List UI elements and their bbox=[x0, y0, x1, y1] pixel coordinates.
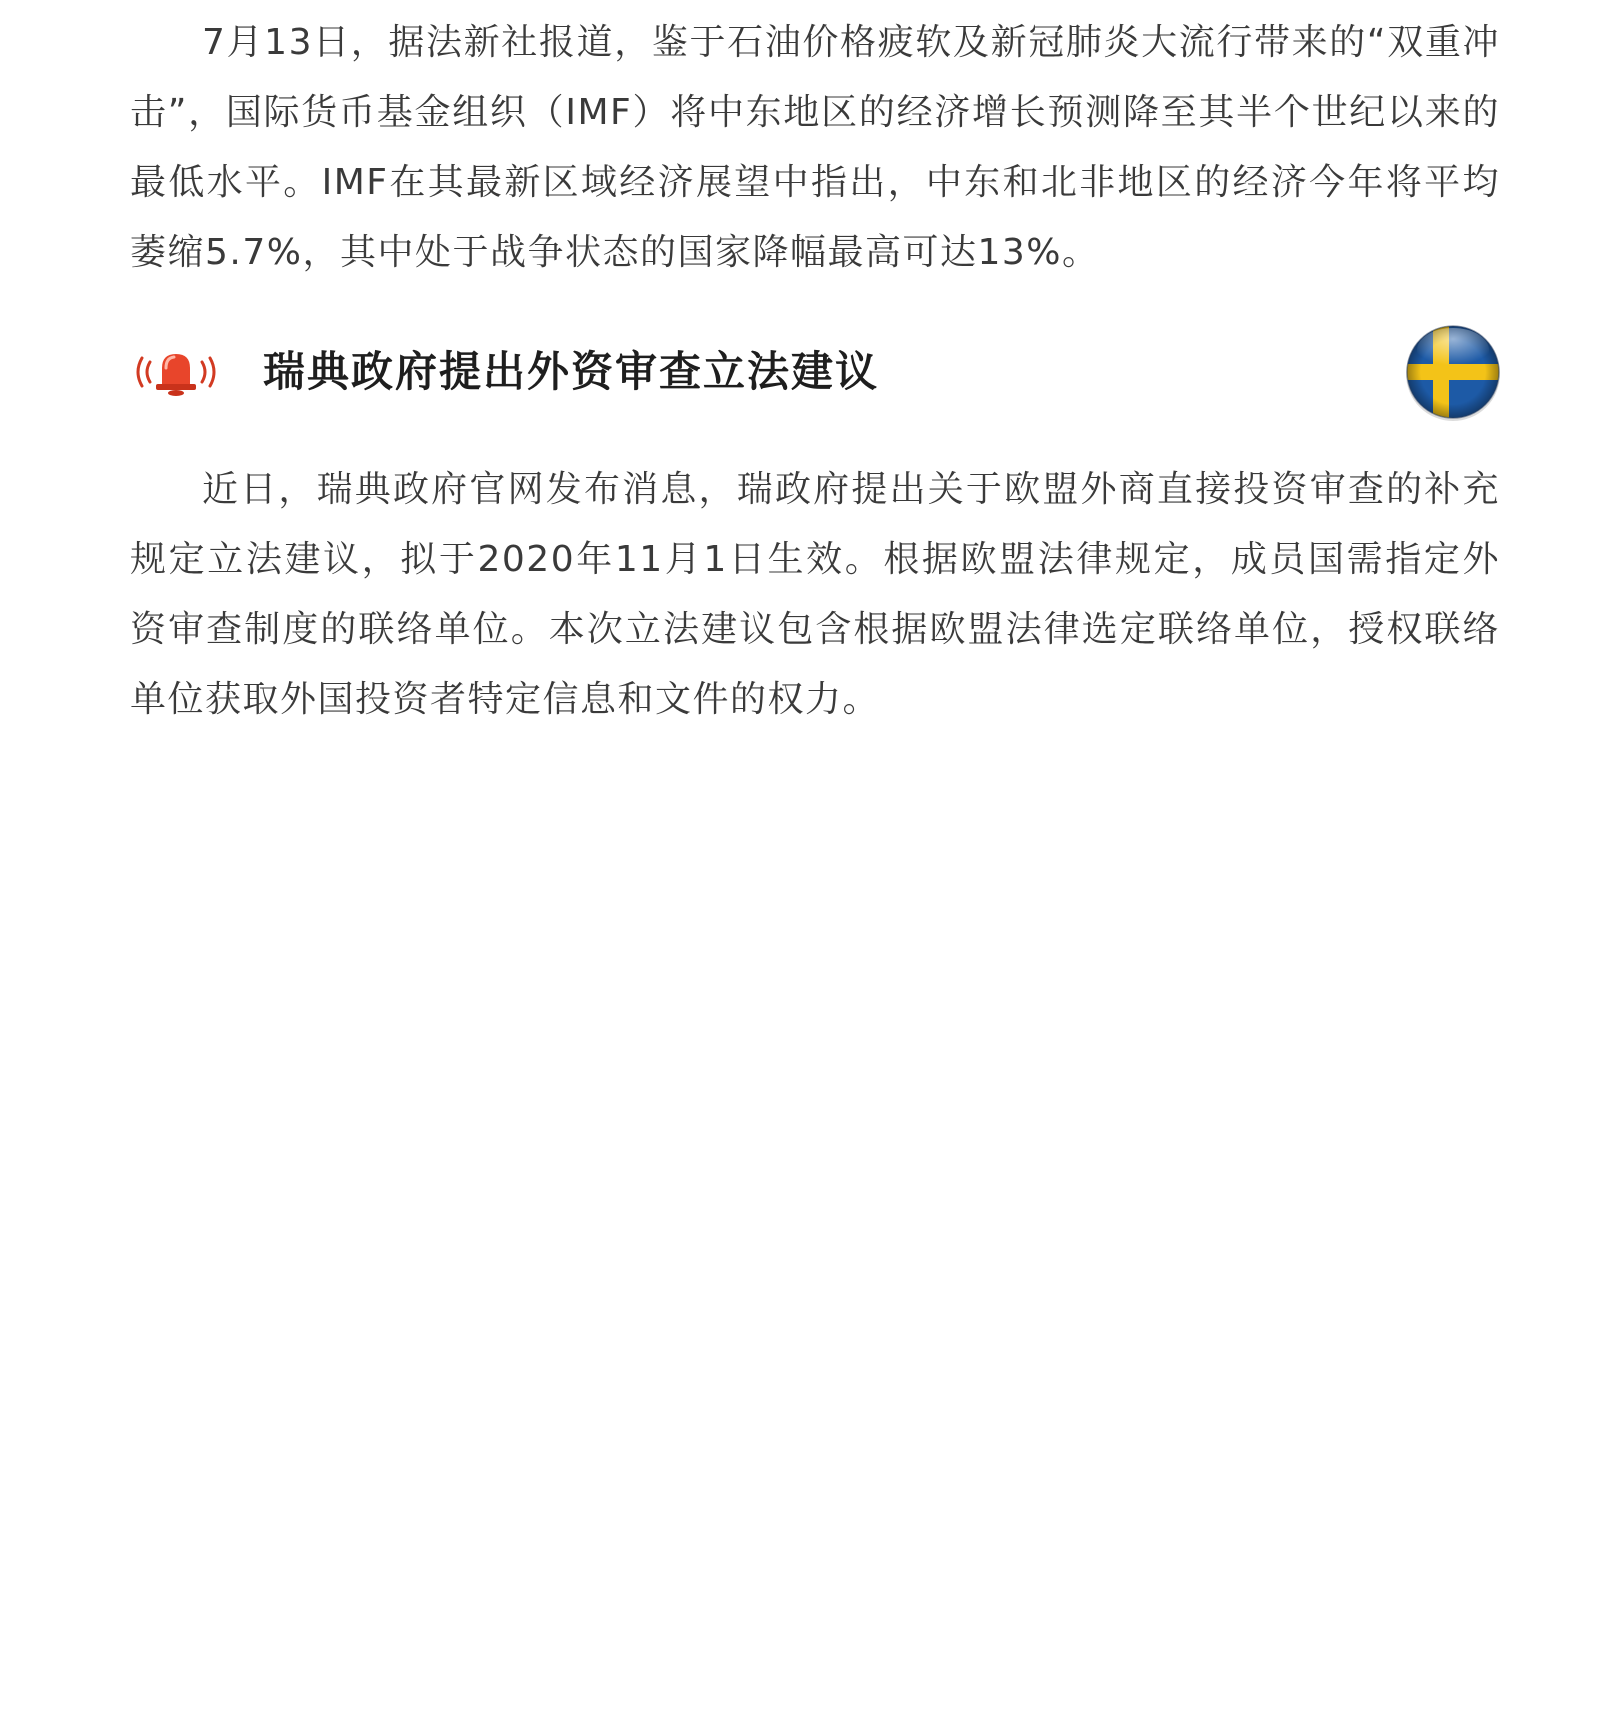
sweden-flag-icon bbox=[1403, 322, 1503, 422]
section-title: 瑞典政府提出外资审查立法建议 bbox=[263, 347, 880, 396]
section-sweden-heading bbox=[128, 322, 1503, 422]
alarm-bell-icon bbox=[128, 344, 224, 400]
section-sweden-body: 近日，瑞典政府官网发布消息，瑞政府提出关于欧盟外商直接投资审查的补充规定立法建议，拟于2020年11月1日生效。根据欧盟法律规定，成员国需指定外资审查制度的联络单位。本次立法建议包含根据欧盟法律选定联络单位，授权联络单位获取外国投资者特定信息和文件的权力。 bbox=[130, 469, 1500, 720]
intro-paragraph: 7月13日，据法新社报道，鉴于石油价格疲软及新冠肺炎大流行带来的“双重冲击”，国际货币基金组织（IMF）将中东地区的经济增长预测降至其半个世纪以来的最低水平。IMF在其最新区域经济展望中指出，中东和北非地区的经济今年将平均萎缩5.7%，其中处于战争状态的国家降幅最高可达13%。 bbox=[130, 22, 1500, 273]
